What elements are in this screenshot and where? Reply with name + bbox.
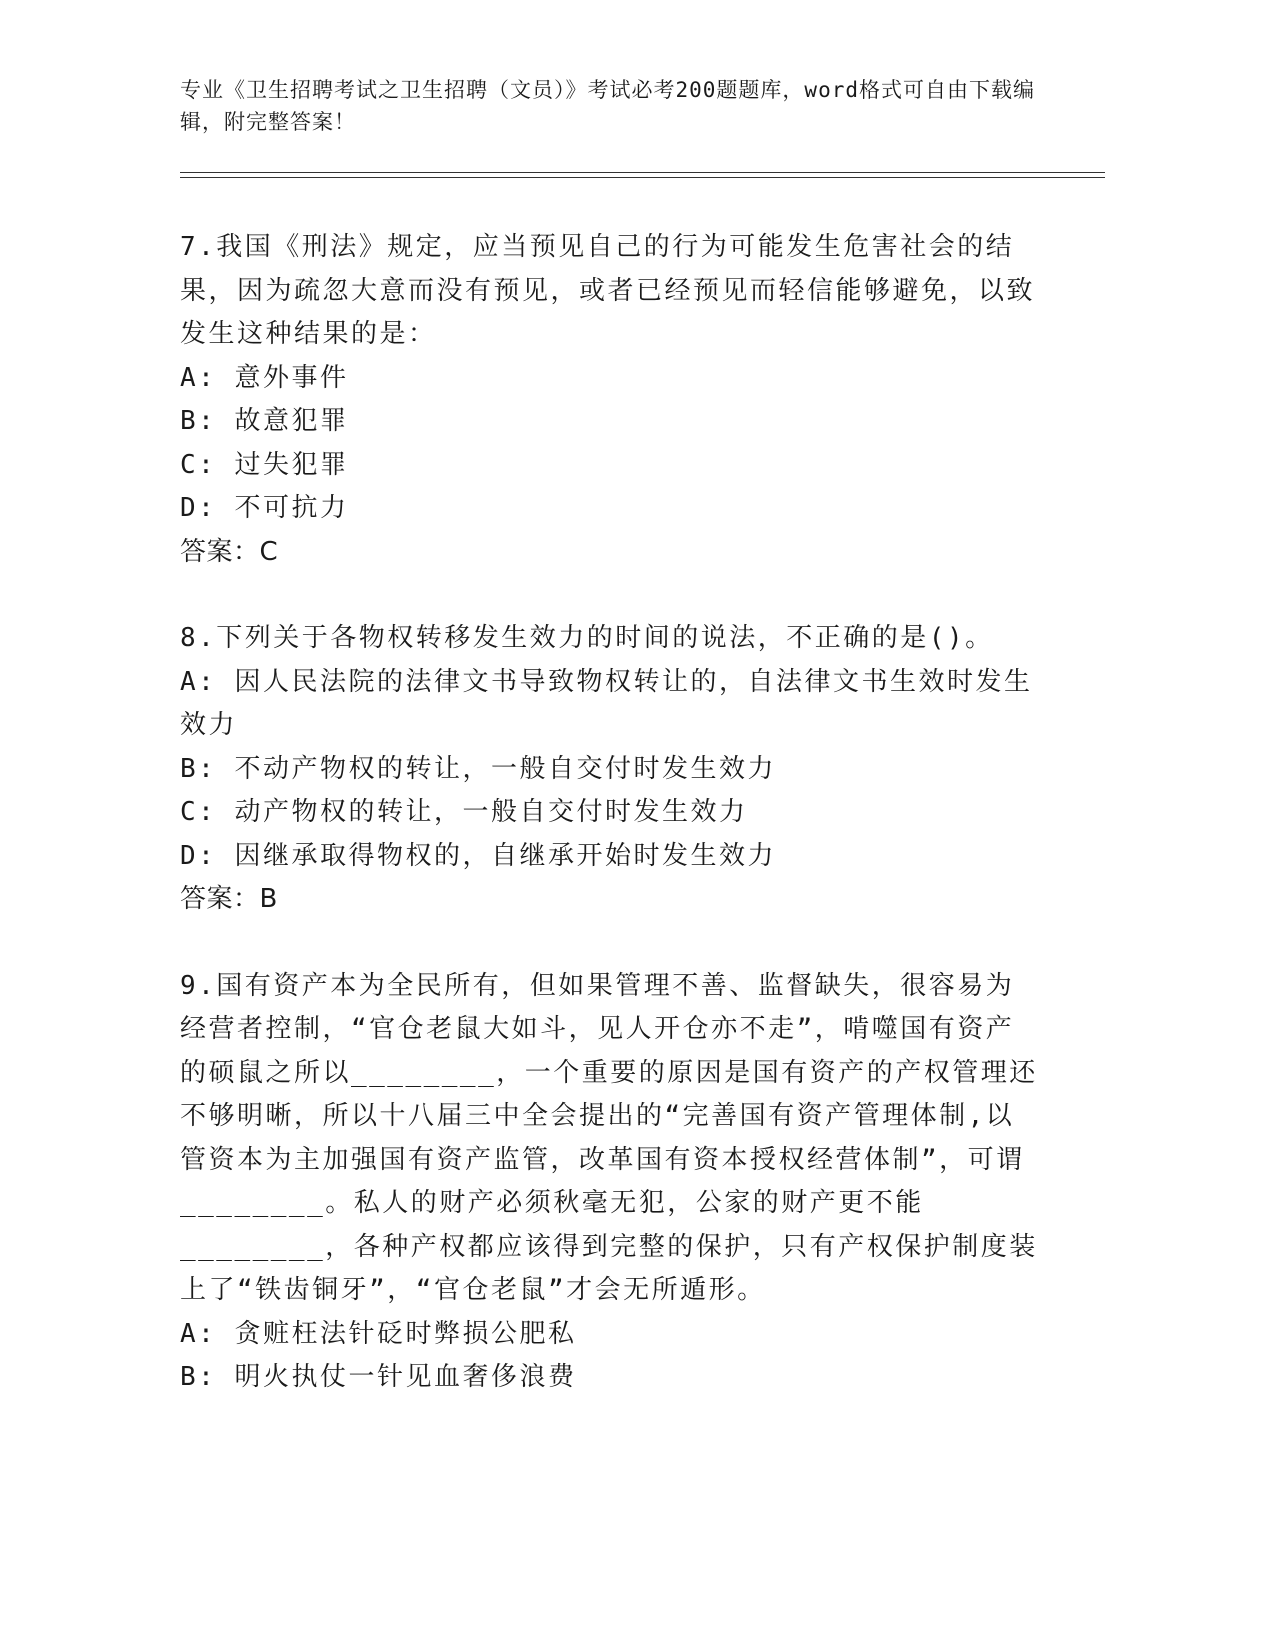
question-7 (180, 226, 1040, 574)
question-stem: 8.下列关于各物权转移发生效力的时间的说法，不正确的是()。 (180, 623, 994, 653)
header-divider-bottom (180, 177, 1105, 178)
question-stem: 9.国有资产本为全民所有，但如果管理不善、监督缺失，很容易为经营者控制，“官仓老鼠大如斗，见人开仓亦不走”，啃噬国有资产的硕鼠之所以________，一个重要的原因是国有资产的产权管理还不够明晰，所以十八届三中全会提出的“完善国有资产管理体制,以管资本为主加强国有资产监管，改革国有资本授权经营体制”，可谓________。私人的财产必须秋毫无犯，公家的财产更不能________，各种产权都应该得到完整的保护，只有产权保护制度装上了“铁齿铜牙”，“官仓老鼠”才会无所遁形。 (180, 970, 1038, 1305)
document-header: 专业《卫生招聘考试之卫生招聘（文员）》考试必考200题题库，word格式可自由下载编辑，附完整答案！ (180, 78, 1035, 134)
answer-line: 答案：C (180, 536, 279, 567)
option-c: C: 动产物权的转让，一般自交付时发生效力 (180, 797, 748, 827)
header-divider-top (180, 172, 1105, 173)
option-b: B: 故意犯罪 (180, 406, 349, 436)
answer-line: 答案：B (180, 884, 278, 914)
option-c: C: 过失犯罪 (180, 449, 349, 480)
question-8 (180, 617, 1040, 922)
question-stem: 7.我国《刑法》规定，应当预见自己的行为可能发生危害社会的结果，因为疏忽大意而没有预见，或者已经预见而轻信能够避免，以致发生这种结果的是： (180, 232, 1036, 349)
option-d: D: 不可抗力 (180, 493, 349, 523)
option-b: B: 明火执仗一针见血奢侈浪费 (180, 1362, 577, 1392)
option-d: D: 因继承取得物权的，自继承开始时发生效力 (180, 840, 776, 871)
option-a: A: 贪赃枉法针砭时弊损公肥私 (180, 1318, 577, 1349)
option-a: A: 因人民法院的法律文书导致物权转让的，自法律文书生效时发生效力 (180, 666, 1033, 740)
option-b: B: 不动产物权的转让，一般自交付时发生效力 (180, 753, 776, 784)
question-list (180, 226, 1040, 1400)
question-9 (180, 965, 1040, 1400)
option-a: A: 意外事件 (180, 362, 349, 393)
